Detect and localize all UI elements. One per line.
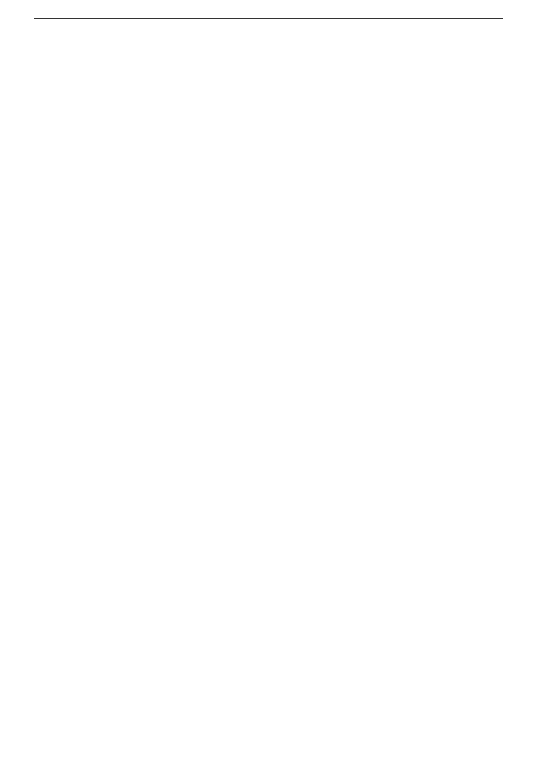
body-line bbox=[34, 64, 503, 77]
body-line bbox=[34, 116, 503, 129]
body-line bbox=[34, 51, 503, 64]
header-rule bbox=[34, 18, 503, 19]
body-line bbox=[34, 25, 503, 38]
body-line bbox=[34, 90, 503, 103]
body-line bbox=[34, 77, 503, 90]
body-line bbox=[34, 129, 503, 142]
body-line bbox=[34, 142, 503, 155]
body-line bbox=[34, 38, 503, 51]
body-line bbox=[34, 103, 503, 116]
